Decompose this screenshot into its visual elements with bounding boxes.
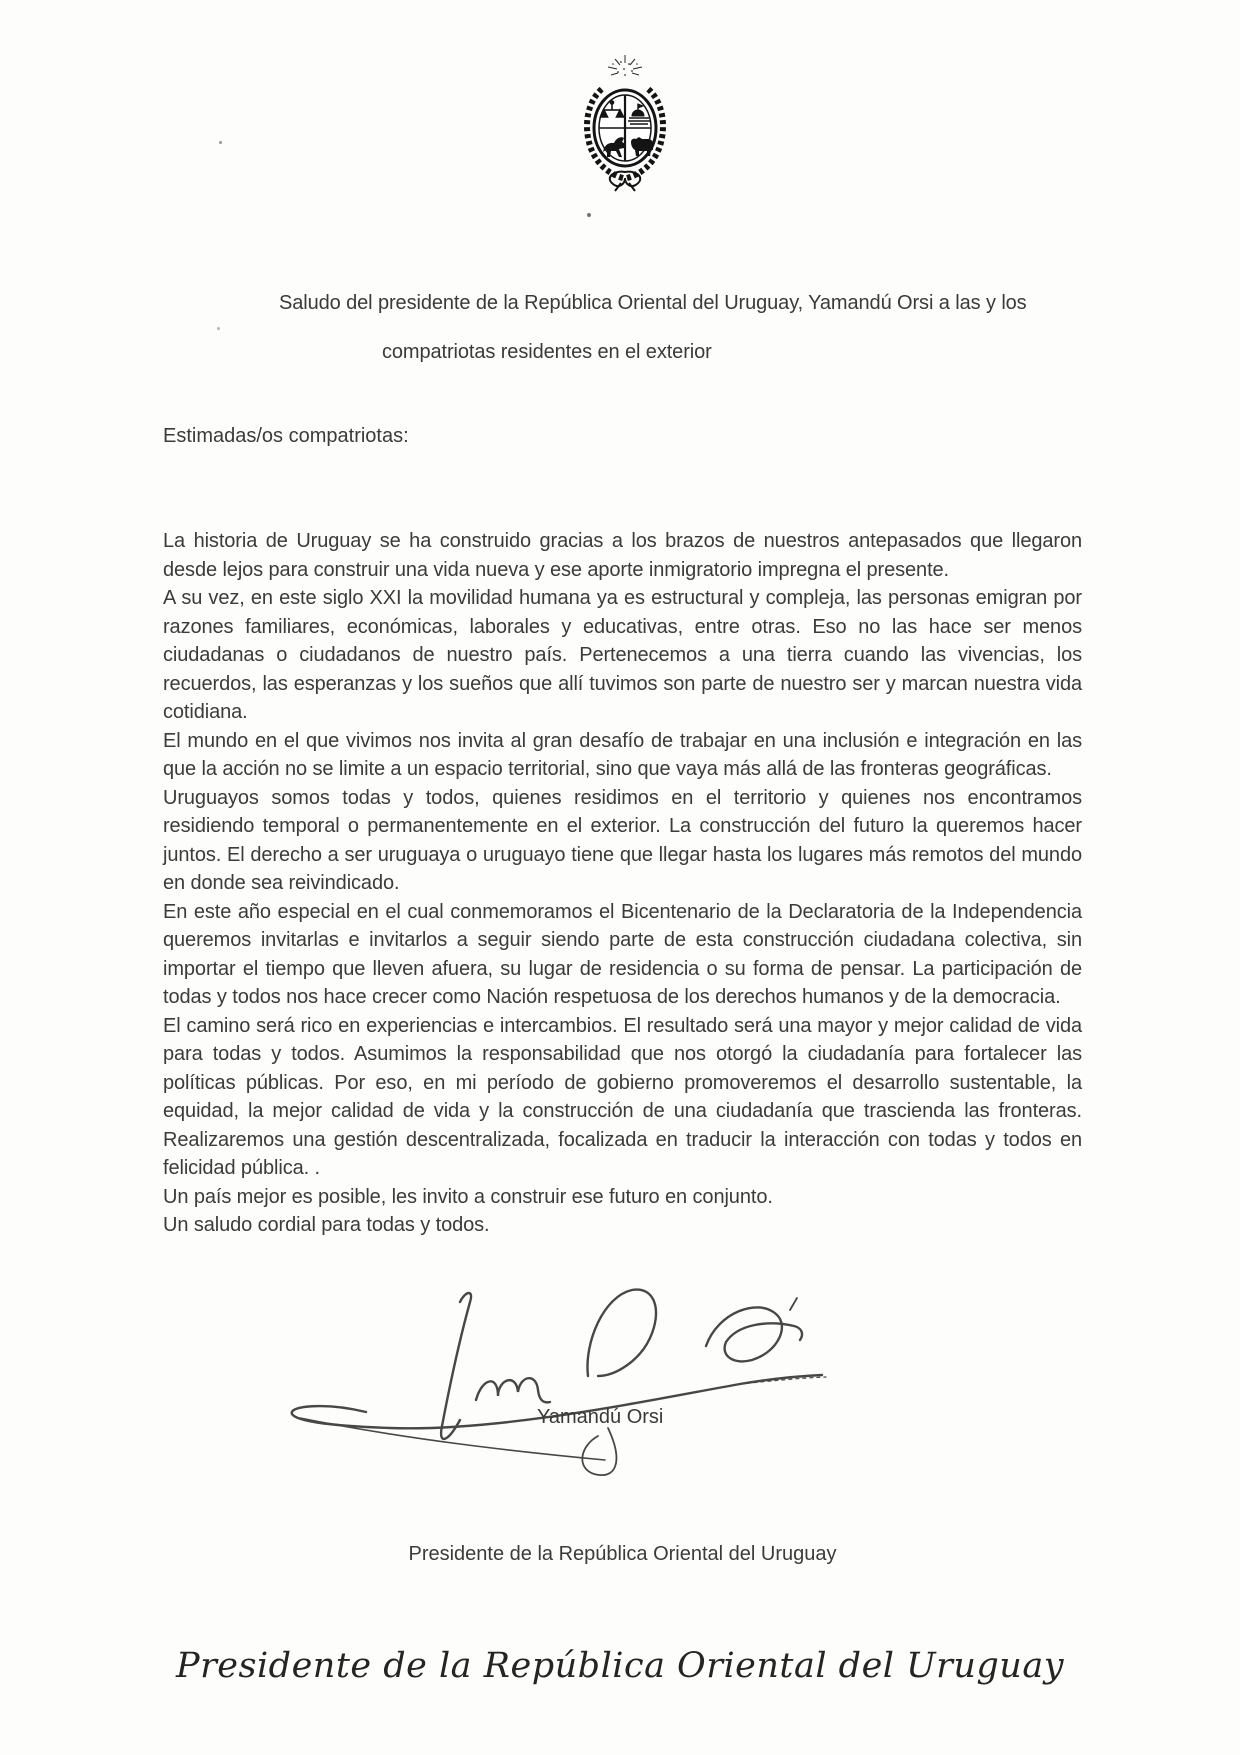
- paragraph: El mundo en el que vivimos nos invita al gran desafío de trabajar en una inclusión e integración en las que la acción no se limite a un espacio territorial, sino que vaya más allá de las fronteras geográficas.: [163, 729, 1082, 780]
- paragraph: La historia de Uruguay se ha construido gracias a los brazos de nuestros antepasados que llegaron desde lejos para construir una vida nueva y ese aporte inmigratorio impregna el presente.: [163, 530, 1082, 581]
- letter-title-line-2: compatriotas residentes en el exterior: [382, 341, 712, 363]
- paragraph: En este año especial en el cual conmemoramos el Bicentenario de la Declaratoria de la Independencia queremos invitarlas e invitarlos a seguir siendo parte de esta construcción ciudadana colectiva, sin importar el tiempo que lleven afuera, su lugar de residencia o su forma de pensar. La participación de todas y todos nos hace crecer como Nación respetuosa de los derechos humanos y de la democracia.: [163, 900, 1082, 1008]
- paragraph: Uruguayos somos todas y todos, quienes residimos en el territorio y quienes nos encontramos residiendo temporal o permanentemente en el exterior. La construcción del futuro la queremos hacer juntos. El derecho a ser uruguaya o uruguayo tiene que llegar hasta los lugares más remotos del mundo en donde sea reivindicado.: [163, 786, 1082, 894]
- scan-speck: [219, 141, 222, 144]
- signature-role: Presidente de la República Oriental del Uruguay: [408, 1543, 837, 1565]
- handwritten-signature-icon: [270, 1280, 850, 1480]
- paragraph: Un saludo cordial para todas y todos.: [163, 1214, 490, 1236]
- letter-body: [163, 527, 1082, 1240]
- signature-name: Yamandú Orsi: [537, 1406, 664, 1428]
- letter-title-line-1: Saludo del presidente de la República Oriental del Uruguay, Yamandú Orsi a las y los: [279, 292, 1027, 314]
- uruguay-coat-of-arms-icon: [576, 52, 674, 194]
- scan-speck: [587, 213, 591, 217]
- paragraph: El camino será rico en experiencias e intercambios. El resultado será una mayor y mejor calidad de vida para todas y todos. Asumimos la responsabilidad que nos otorgó la ciudadanía para fortalecer las políticas públicas. Por eso, en mi período de gobierno promoveremos el desarrollo sustentable, la equidad, la mejor calidad de vida y la construcción de una ciudadanía que trascienda las fronteras. Realizaremos una gestión descentralizada, focalizada en traducir la interacción con todas y todos en felicidad pública. .: [163, 1014, 1082, 1179]
- paragraph: Un país mejor es posible, les invito a construir ese futuro en conjunto.: [163, 1185, 773, 1208]
- salutation: Estimadas/os compatriotas:: [163, 425, 409, 447]
- footer-script-title: Presidente de la República Oriental del Uruguay: [176, 1646, 1064, 1686]
- paragraph: A su vez, en este siglo XXI la movilidad humana ya es estructural y compleja, las personas emigran por razones familiares, económicas, laborales y educativas, entre otras. Eso no las hace ser menos ciudadanas o ciudadanos de nuestro país. Pertenecemos a una tierra cuando las vivencias, los recuerdos, las esperanzas y los sueños que allí tuvimos son parte de nuestro ser y marcan nuestra vida cotidiana.: [163, 587, 1082, 723]
- scan-speck: [217, 327, 220, 330]
- sun-rays: [608, 55, 642, 75]
